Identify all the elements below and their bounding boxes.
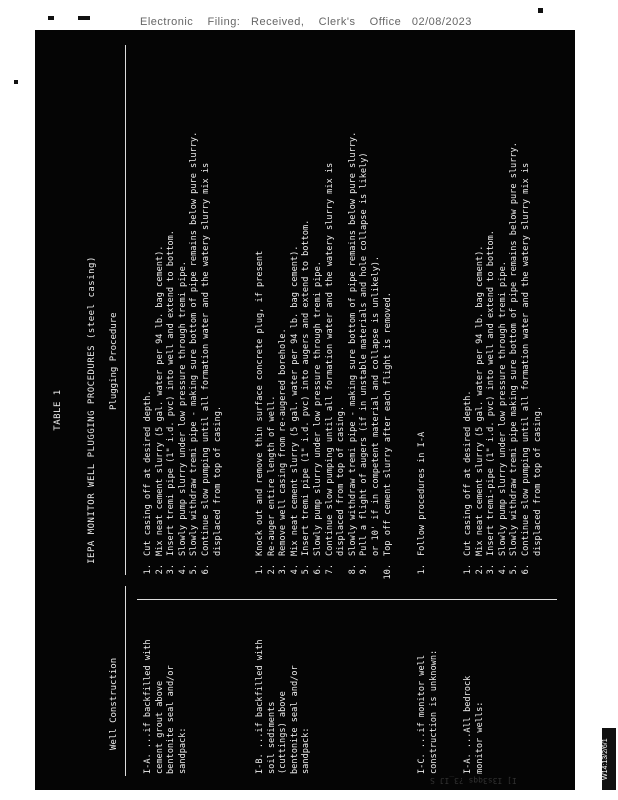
step-number: 5. bbox=[301, 564, 312, 575]
rotated-table bbox=[45, 40, 565, 780]
step-text: Remove well casing from re-augered borehole. bbox=[278, 328, 289, 556]
step bbox=[498, 50, 510, 590]
step-number bbox=[371, 556, 383, 590]
header-rule bbox=[125, 45, 126, 575]
column-header-construction: Well Construction bbox=[109, 657, 119, 750]
step-text: or 10' if in competent material and collapse is unlikely). bbox=[370, 255, 381, 556]
column-header-procedure: Plugging Procedure bbox=[109, 312, 119, 410]
scanned-page bbox=[35, 30, 575, 790]
step bbox=[301, 50, 313, 590]
row-label: I-A. ...All bedrock monitor wells: bbox=[463, 675, 485, 774]
scan-speck bbox=[14, 80, 18, 84]
header-rule bbox=[125, 586, 126, 776]
scan-speck bbox=[78, 16, 90, 20]
step-text: Slowly pump slurry under low pressure through tremi pipe. bbox=[312, 261, 323, 556]
step bbox=[509, 50, 521, 590]
step-text: displaced from top of casing. bbox=[532, 405, 543, 556]
step-number bbox=[213, 556, 225, 590]
step-number: 5. bbox=[189, 564, 200, 575]
step-text: Slowly withdraw tremi pipe - making sure bottom of pipe remains below pure slurry. bbox=[347, 131, 358, 556]
step-list bbox=[143, 50, 224, 590]
step-text: Insert tremi pipe (1" i.d. pvc) into well and extend to bottom. bbox=[166, 230, 177, 556]
step-number: 9. bbox=[359, 564, 370, 575]
table-title: TABLE 1 bbox=[53, 389, 63, 431]
step-number: 2. bbox=[474, 564, 485, 575]
step-number: 4. bbox=[177, 564, 188, 575]
step-number bbox=[533, 556, 545, 590]
step-number: 1. bbox=[417, 564, 427, 575]
step bbox=[383, 50, 395, 590]
step-number: 7. bbox=[324, 564, 335, 575]
step-list bbox=[255, 50, 394, 590]
step-text: Top off cement slurry after each flight is removed. bbox=[382, 292, 393, 556]
step-list bbox=[417, 50, 429, 590]
step bbox=[486, 50, 498, 590]
step bbox=[521, 50, 533, 590]
step-text: Knock out and remove thin surface concrete plug, if present bbox=[255, 250, 265, 556]
step-number: 1. bbox=[463, 564, 473, 575]
row-label: I-B. ...if backfilled with soil sediments (cuttings) above bentonite seal and/or sandpack: bbox=[255, 639, 312, 774]
step-number: 3. bbox=[166, 564, 177, 575]
step-number: 3. bbox=[486, 564, 497, 575]
step-number bbox=[336, 556, 348, 590]
step-text: Mix neat cement slurry (5 gal. water per 94 lb. bag cement). bbox=[289, 245, 300, 556]
efiling-header: Electronic Filing: Received, Clerk's Office 02/08/2023 bbox=[140, 16, 472, 28]
bottom-scan-mark: I] I3s3qqs ?3_IJ S bbox=[430, 776, 517, 785]
step-text: Slowly withdraw tremi pipe making sure bottom of pipe remains below pure slurry. bbox=[509, 142, 520, 556]
step-text: Follow procedures in I-A bbox=[417, 431, 427, 556]
column-divider bbox=[137, 599, 557, 600]
step-number: 1. bbox=[143, 564, 153, 575]
step-number: 4. bbox=[497, 564, 508, 575]
step-text: Insert tremi pipe (1" i.d. pvc) into augers and extend to bottom. bbox=[301, 219, 312, 556]
step-text: displaced from top of casing. bbox=[336, 405, 347, 556]
step bbox=[475, 50, 487, 590]
step-text: Continue slow pumping until all formation water and the watery slurry mix is bbox=[200, 162, 211, 556]
step-number: 6. bbox=[200, 564, 211, 575]
step-number: 6. bbox=[520, 564, 531, 575]
step-number: 3. bbox=[278, 564, 289, 575]
step-number: 1. bbox=[255, 564, 265, 575]
step-text: Insert tremi-pipe (1" i.d. pvc) into well and extend to bottom. bbox=[486, 230, 497, 556]
step bbox=[166, 50, 178, 590]
step-text: Continue slow pumping until all formation water and the watery slurry mix is bbox=[520, 162, 531, 556]
table-subtitle: IEPA MONITOR WELL PLUGGING PROCEDURES (steel casing) bbox=[86, 256, 97, 564]
step bbox=[463, 50, 475, 590]
step bbox=[143, 50, 155, 590]
step bbox=[371, 50, 383, 590]
step-text: Slowly pump slurry under low pressure through tremi pipe. bbox=[177, 261, 188, 556]
step-text: displaced from top of casing. bbox=[212, 405, 223, 556]
step bbox=[178, 50, 190, 590]
step bbox=[255, 50, 267, 590]
step-list bbox=[463, 50, 544, 590]
step bbox=[290, 50, 302, 590]
step-text: Pull a flight of augers (if in unstable materials and hole collapse is likely) bbox=[359, 152, 370, 556]
step bbox=[348, 50, 360, 590]
step-text: Continue slow pumping until all formation water and the watery slurry mix is bbox=[324, 162, 335, 556]
step-number: 2. bbox=[266, 564, 277, 575]
scan-speck bbox=[538, 8, 543, 13]
step bbox=[336, 50, 348, 590]
step bbox=[313, 50, 325, 590]
step-text: Slowly withdraw tremi pipe - making sure bottom of pipe remains below pure slurry. bbox=[189, 131, 200, 556]
step bbox=[213, 50, 225, 590]
step-text: Mix neat cement slurry (5 gal. water per 94 lb. bag cement). bbox=[154, 245, 165, 556]
step bbox=[359, 50, 371, 590]
step-number: 6. bbox=[312, 564, 323, 575]
step bbox=[267, 50, 279, 590]
step bbox=[417, 50, 429, 590]
step-number: 2. bbox=[154, 564, 165, 575]
step-text: Cut casing off at desired depth. bbox=[143, 390, 153, 556]
document-id-stamp: W14:13/2/6/1 bbox=[602, 728, 616, 790]
title-block bbox=[53, 40, 98, 780]
step bbox=[325, 50, 337, 590]
step-number: 10. bbox=[382, 564, 393, 580]
scan-speck bbox=[48, 16, 54, 20]
step bbox=[155, 50, 167, 590]
step-number: 4. bbox=[289, 564, 300, 575]
step bbox=[201, 50, 213, 590]
step-text: Cut casing off at desired depth. bbox=[463, 390, 473, 556]
step-number: 8. bbox=[347, 564, 358, 575]
row-label: I-A. ...if backfilled with cement grout above bentonite seal and/or sandpack: bbox=[143, 639, 188, 774]
step-text: Mix neat cement slurry (5 gal. water per 94 lb. bag cement). bbox=[474, 245, 485, 556]
step bbox=[189, 50, 201, 590]
step-text: Re-auger entire length of well. bbox=[266, 395, 277, 556]
step bbox=[278, 50, 290, 590]
step bbox=[533, 50, 545, 590]
step-number: 5. bbox=[509, 564, 520, 575]
step-text: Slowly pump slurry under low pressure through tremi pipe. bbox=[497, 261, 508, 556]
row-label: I-C. ...if monitor well construction is unknown: bbox=[417, 649, 439, 774]
